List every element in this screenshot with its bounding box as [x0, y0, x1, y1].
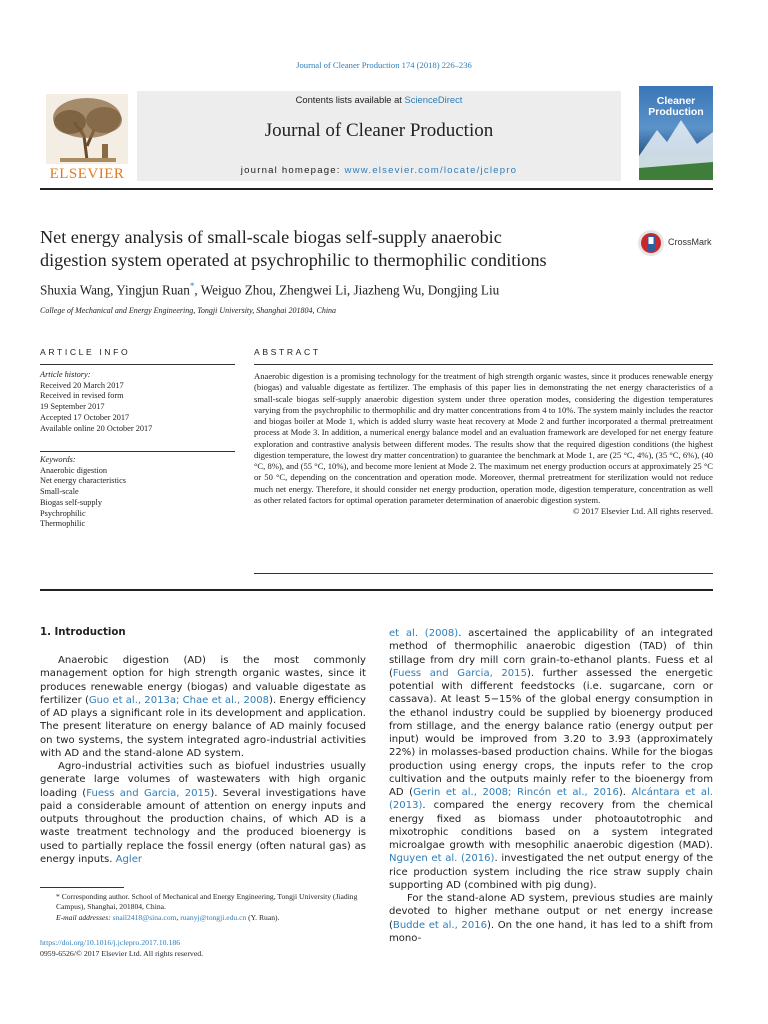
- history-item: Accepted 17 October 2017: [40, 412, 130, 422]
- abstract-divider: [254, 364, 713, 365]
- doi-link[interactable]: https://doi.org/10.1016/j.jclepro.2017.10.186: [40, 938, 181, 947]
- keywords-divider: [40, 451, 235, 452]
- abstract-bottom-divider: [254, 573, 713, 574]
- keyword-item: Thermophilic: [40, 519, 86, 529]
- publisher-wordmark: ELSEVIER: [49, 166, 125, 182]
- section-heading-introduction: 1. Introduction: [40, 627, 126, 638]
- history-item: Received in revised form: [40, 391, 124, 401]
- contents-available-line: [137, 94, 621, 105]
- history-item: Received 20 March 2017: [40, 380, 124, 390]
- text-run: . compared the energy recovery from the chemical energy fixed as biomass under photoautotrophic and mixotrophic conditions based on a system integrated microalgae growth with mesophilic anaerobic digestion (MAD).: [389, 800, 713, 851]
- paper-title-line: digestion system operated at psychrophilic to thermophilic conditions: [40, 249, 547, 270]
- keyword-item: Biogas self-supply: [40, 497, 102, 507]
- journal-citation-link[interactable]: Journal of Cleaner Production 174 (2018) 226–236: [296, 60, 472, 70]
- footnote: [40, 892, 370, 923]
- sciencedirect-link[interactable]: ScienceDirect: [404, 94, 463, 105]
- crossmark-icon: [637, 229, 665, 257]
- authors-first: Shuxia Wang, Yingjun Ruan: [40, 282, 190, 298]
- abstract-text: Anaerobic digestion is a promising technology for the treatment of high strength organic wastes, since it produces renewable energy (biogas) and valuable digestate as fertilizer. The emphasis of this paper lies in demonstrating the net energy characteristics of a small-scale biogas self-supply anaerobic digestion system under three operation modes, considering the digestion temperatures varying from the psychrophilic to thermophilic and dry matter concentrations from 4 to 10%. The system mainly includes the reactor and biogas boiler at Mode 1, which is added slurry waste heat recovery at Mode 2 and further incorporated a thermal pretreatment process at Mode 3. In addition, a numerical energy balance model and an evaluation framework are developed for net energy feature exploration and contrastive analysis between different modes. The results show that the required digestion conditions (the highest digestion temperature, the lowest dry matter concentration) to guarantee the benchmark at Mode 1, are (25 °C, 4%), (35 °C, 6%), (40 °C, 8%), and (55 °C, 10%), and become more lenient at Mode 2. The maximum net energy production occurs at approximately 25 °C or 50 °C, depending on the concentration and operation mode. Moreover, thermal pretreatment for sterilization would not reduce much net energy. Therefore, it should consider net energy production, operation mode, digestion temperature, concentration as well as other related factors for optimal operation parameter determination of anaerobic digestion system.: [254, 371, 713, 505]
- keyword-item: Psychrophilic: [40, 508, 86, 518]
- abstract-heading: ABSTRACT: [254, 347, 321, 357]
- text-run: ).: [618, 787, 632, 798]
- author-list: [40, 281, 720, 298]
- paragraph: [389, 627, 713, 892]
- text-run: ). Energy efficiency of AD plays a significant role in its development and application. The present literature on energy balance of AD mainly focused on two systems, the system integrated agro-industrial activities with AD and the stand-alone AD system.: [40, 694, 366, 759]
- crossmark-badge[interactable]: [637, 229, 727, 257]
- keyword-item: Net energy characteristics: [40, 476, 126, 486]
- keyword-item: Small-scale: [40, 487, 79, 497]
- text-run: Anaerobic digestion (AD) is the most commonly management option for high strength organic wastes, since it produces renewable energy (biogas) and valuable digestate as fertilizer (: [40, 655, 366, 706]
- body-column-right: [389, 627, 713, 945]
- abstract-body: [254, 371, 713, 517]
- text-run: . ascertained the applicability of an integrated method of thermophilic anaerobic digestion (TAD) of thin stillage from dry mill corn grain-to-ethanol plants. Fuess et al (: [389, 628, 713, 679]
- header-divider: [40, 188, 713, 190]
- homepage-link[interactable]: www.elsevier.com/locate/jclepro: [344, 165, 518, 176]
- keyword-item: Anaerobic digestion: [40, 465, 108, 475]
- cover-title-line: Cleaner: [656, 95, 696, 107]
- footnote-corresponding: * Corresponding author. School of Mechanical and Energy Engineering, Tongji University (Jiading Campus), Shanghai, 201804, China.: [56, 892, 358, 912]
- citation-link[interactable]: Guo et al., 2013a; Chae et al., 2008: [88, 694, 270, 706]
- journal-homepage-line: [137, 165, 621, 176]
- email-suffix: (Y. Ruan).: [246, 912, 280, 922]
- email-link[interactable]: ruanyj@tongji.edu.cn: [180, 912, 247, 922]
- text-run: Agro-industrial activities such as biofuel industries usually generate large volumes of wastewaters with high organic loading (: [40, 761, 366, 799]
- history-item: Available online 20 October 2017: [40, 423, 153, 433]
- keywords-list: [40, 455, 235, 530]
- journal-cover-image[interactable]: [639, 86, 713, 180]
- citation-link[interactable]: Nguyen et al. (2016): [389, 853, 495, 865]
- citation-link[interactable]: Fuess and Garcia, 2015: [86, 787, 211, 799]
- text-run: ). Several investigations have paid a considerable amount of attention on energy inputs and outputs throughout the production chains, of which AD is a waste treatment technology and the produced bioenergy is used to partially replace the fossil energy (often natural gas) as energy inputs.: [40, 787, 366, 865]
- corresponding-author-link[interactable]: *: [189, 281, 195, 291]
- paragraph: [389, 892, 713, 945]
- homepage-prefix: journal homepage:: [240, 165, 345, 176]
- abstract-copyright: © 2017 Elsevier Ltd. All rights reserved.: [572, 506, 713, 516]
- email-link[interactable]: snail2418@sina.com: [112, 912, 177, 922]
- affiliation: College of Mechanical and Energy Engineering, Tongji University, Shanghai 201804, China: [40, 306, 337, 315]
- text-run: ). On the one hand, it has led to a shift from mono-: [389, 919, 713, 944]
- history-item: 19 September 2017: [40, 402, 105, 412]
- citation-link[interactable]: Gerin et al., 2008; Rincón et al., 2016: [413, 787, 619, 798]
- contents-prefix: Contents lists available at: [295, 94, 405, 105]
- paragraph: [40, 654, 366, 760]
- citation-link[interactable]: Agler: [115, 853, 143, 865]
- text-run: ). further assessed the energetic potential with different feedstocks (i.e. sugarcane, corn or cassava). At least 5−15% of the global energy consumption in the ethanol industry could be supplied by bioenergy produced from stillage, and the energy balance ratio (energy output per input) would be improved from 3.20 to 3.93 (approximately 22%) in molasses-based production chains. While for the biogas production using energy crops, the inputs refer to the crop cultivation and the outputs mainly refer to the bioenergy from AD (: [389, 667, 713, 798]
- mountain-icon: [639, 86, 713, 180]
- paper-title-line: Net energy analysis of small-scale biogas self-supply anaerobic: [40, 227, 502, 247]
- email-separator: ,: [176, 912, 181, 922]
- body-column-left: [40, 654, 366, 866]
- text-run: . investigated the net output energy of the rice production system including the rice straw supply chain supporting AD (combined with pig dung).: [389, 853, 713, 891]
- cover-title-line: Production: [648, 106, 704, 118]
- footnote-emails: [40, 913, 370, 923]
- body-divider: [40, 589, 713, 591]
- email-label: E-mail addresses:: [56, 912, 113, 922]
- footnote-divider: [40, 887, 124, 888]
- journal-name: Journal of Cleaner Production: [264, 120, 494, 141]
- crossmark-label: CrossMark: [668, 237, 712, 247]
- history-label: Article history:: [40, 370, 91, 379]
- keywords-label: Keywords:: [40, 455, 76, 464]
- issn-line: 0959-6526/© 2017 Elsevier Ltd. All rights reserved.: [40, 949, 204, 958]
- text-run: For the stand-alone AD system, previous studies are mainly devoted to higher methane output or net energy increase (: [389, 893, 713, 931]
- authors-rest: , Weiguo Zhou, Zhengwei Li, Jiazheng Wu, Dongjing Liu: [194, 282, 500, 298]
- article-history: [40, 370, 235, 434]
- paper-title: [40, 226, 630, 271]
- citation-link[interactable]: Budde et al., 2016: [392, 919, 487, 931]
- citation-link[interactable]: Fuess and Garcia, 2015: [392, 667, 527, 679]
- citation-link[interactable]: Alcántara et al. (2013): [389, 787, 713, 812]
- article-info-heading: ARTICLE INFO: [40, 347, 131, 357]
- paragraph: [40, 760, 366, 866]
- article-info-divider: [40, 364, 235, 365]
- citation-link[interactable]: et al. (2008): [389, 628, 459, 639]
